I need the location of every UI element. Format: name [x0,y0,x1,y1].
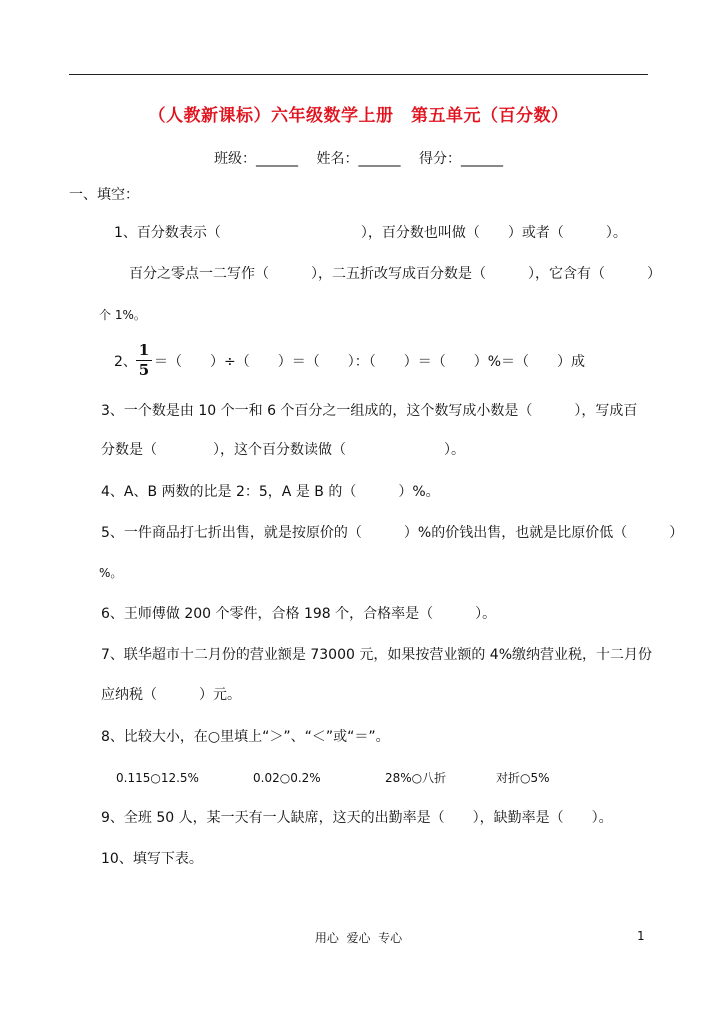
page-number: 1 [637,929,645,943]
page-footer: 用心 爱心 专心 [314,931,403,945]
compare-item-3: 28%○八折 [385,771,447,785]
compare-item-2: 0.02○0.2% [253,771,321,785]
page-title: （人教新课标）六年级数学上册 第五单元（百分数） [148,106,569,126]
fraction-numerator: 1 [138,341,150,359]
fraction-denominator: 5 [138,361,150,379]
question-2-number: 2、 [114,354,137,370]
question-4: 4、A、B 两数的比是 2：5，A 是 B 的（ ）%。 [101,484,440,500]
compare-item-4: 对折○5% [496,771,550,785]
question-7-line-1: 7、联华超市十二月份的营业额是 73000 元，如果按营业额的 4%缴纳营业税，十二月份 [101,647,653,663]
question-8-line-1: 8、比较大小，在○里填上“＞”、“＜”或“＝”。 [101,729,390,745]
question-1-line-3: 个 1%。 [99,308,146,322]
question-10: 10、填写下表。 [101,851,203,867]
question-5-line-2: %。 [99,566,123,580]
question-9: 9、全班 50 人，某一天有一人缺席，这天的出勤率是（ ），缺勤率是（ ）。 [101,810,613,826]
question-7-line-2: 应纳税（ ）元。 [101,687,241,703]
question-1-line-1: 1、百分数表示（ ），百分数也叫做（ ）或者（ ）。 [114,225,627,241]
question-3-line-2: 分数是（ ），这个百分数读做（ ）。 [101,442,465,458]
section-heading: 一、填空： [69,187,139,203]
question-6: 6、王师傅做 200 个零件，合格 198 个，合格率是（ ）。 [101,606,497,622]
question-5-line-1: 5、一件商品打七折出售，就是按原价的（ ）%的价钱出售，也就是比原价低（ ） [101,525,684,541]
question-2-blanks: ＝（ ）÷（ ）＝（ ）：（ ）＝（ ）%＝（ ）成 [154,354,586,370]
fraction-one-fifth [136,343,152,378]
compare-item-1: 0.115○12.5% [116,771,199,785]
question-3-line-1: 3、一个数是由 10 个一和 6 个百分之一组成的，这个数写成小数是（ ），写成百 [101,403,638,419]
question-1-line-2: 百分之零点一二写作（ ），二五折改写成百分数是（ ），它含有（ ） [129,266,661,282]
student-info-line: 班级：______ 姓名：______ 得分：______ [214,151,503,167]
header-rule [69,74,648,75]
